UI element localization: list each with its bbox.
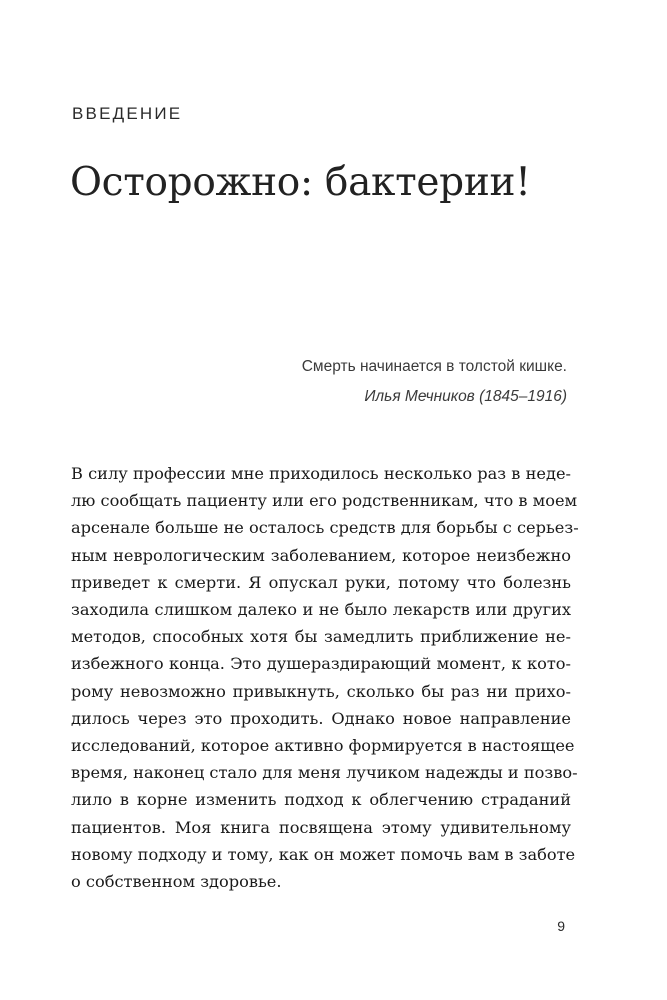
body-line: исследований, которое активно формируется в настоящее [71, 736, 575, 756]
chapter-label: ВВЕДЕНИЕ [72, 104, 183, 123]
chapter-title: Осторожно: бактерии! [70, 160, 531, 205]
body-paragraph [71, 460, 579, 895]
page-number: 9 [557, 918, 565, 934]
body-line: рому невозможно привыкнуть, сколько бы раз ни прихо- [71, 681, 571, 701]
body-line: новому подходу и тому, как он может помочь вам в заботе [71, 844, 576, 864]
body-line: избежного конца. Это душераздирающий момент, к кото- [71, 654, 571, 674]
body-line: В силу профессии мне приходилось несколько раз в неде- [71, 464, 571, 483]
body-line: о собственном здоровье. [71, 872, 282, 892]
body-line: ным неврологическим заболеванием, которое неизбежно [71, 545, 571, 565]
body-line: лю сообщать пациенту или его родственникам, что в моем [71, 491, 578, 511]
epigraph-author: Илья Мечников (1845–1916) [364, 388, 567, 405]
epigraph-quote: Смерть начинается в толстой кишке. [301, 358, 567, 375]
body-line: приведет к смерти. Я опускал руки, потому что болезнь [71, 572, 571, 592]
body-line: пациентов. Моя книга посвящена этому удивительному [71, 817, 571, 837]
epigraph [302, 356, 567, 408]
body-line: лило в корне изменить подход к облегчению страданий [71, 790, 571, 810]
body-line: арсенале больше не осталось средств для борьбы с серьез- [71, 518, 579, 538]
body-line: заходила слишком далеко и не было лекарств или других [71, 600, 571, 620]
body-line: методов, способных хотя бы замедлить приближение не- [71, 627, 571, 647]
body-line: время, наконец стало для меня лучиком надежды и позво- [71, 763, 578, 783]
body-line: дилось через это проходить. Однако новое направление [71, 708, 571, 728]
